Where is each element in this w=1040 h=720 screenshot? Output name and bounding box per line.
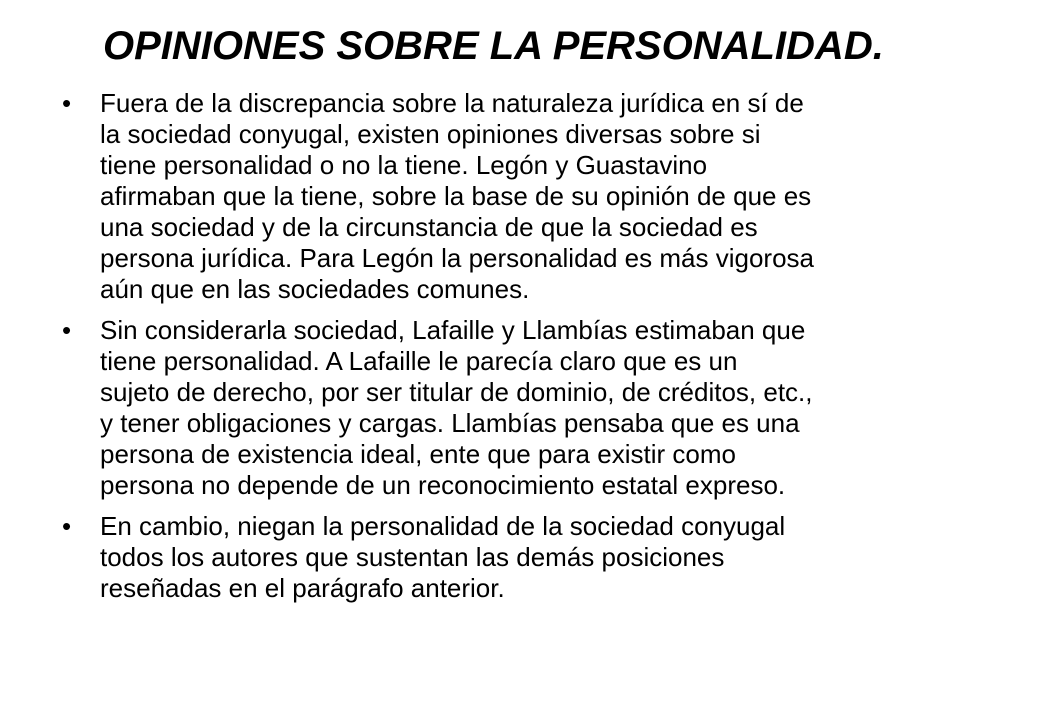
bullet-dot-icon: • bbox=[62, 315, 72, 345]
bullet-text: Sin considerarla sociedad, Lafaille y Llambías estimaban que tiene personalidad. A Lafaille le parecía claro que es un sujeto de derecho, por ser titular de dominio, de créditos, etc., y tener obligaciones y cargas. Llambías pensaba que es una persona de existencia ideal, ente que para existir como persona no depende de un reconocimiento estatal expreso. bbox=[100, 315, 813, 500]
bullet-dot-icon: • bbox=[62, 88, 72, 118]
bullet-item bbox=[62, 315, 962, 501]
bullet-text: Fuera de la discrepancia sobre la naturaleza jurídica en sí de la sociedad conyugal, existen opiniones diversas sobre si tiene personalidad o no la tiene. Legón y Guastavino afirmaban que la tiene, sobre la base de su opinión de que es una sociedad y de la circunstancia de que la sociedad es persona jurídica. Para Legón la personalidad es más vigorosa aún que en las sociedades comunes. bbox=[100, 88, 814, 304]
bullet-item bbox=[62, 88, 962, 305]
bullet-list bbox=[62, 88, 962, 614]
bullet-dot-icon: • bbox=[62, 511, 72, 541]
bullet-text: En cambio, niegan la personalidad de la sociedad conyugal todos los autores que sustentan las demás posiciones reseñadas en el parágrafo anterior. bbox=[100, 511, 786, 603]
slide-title: OPINIONES SOBRE LA PERSONALIDAD. bbox=[103, 24, 884, 68]
bullet-item bbox=[62, 511, 962, 604]
